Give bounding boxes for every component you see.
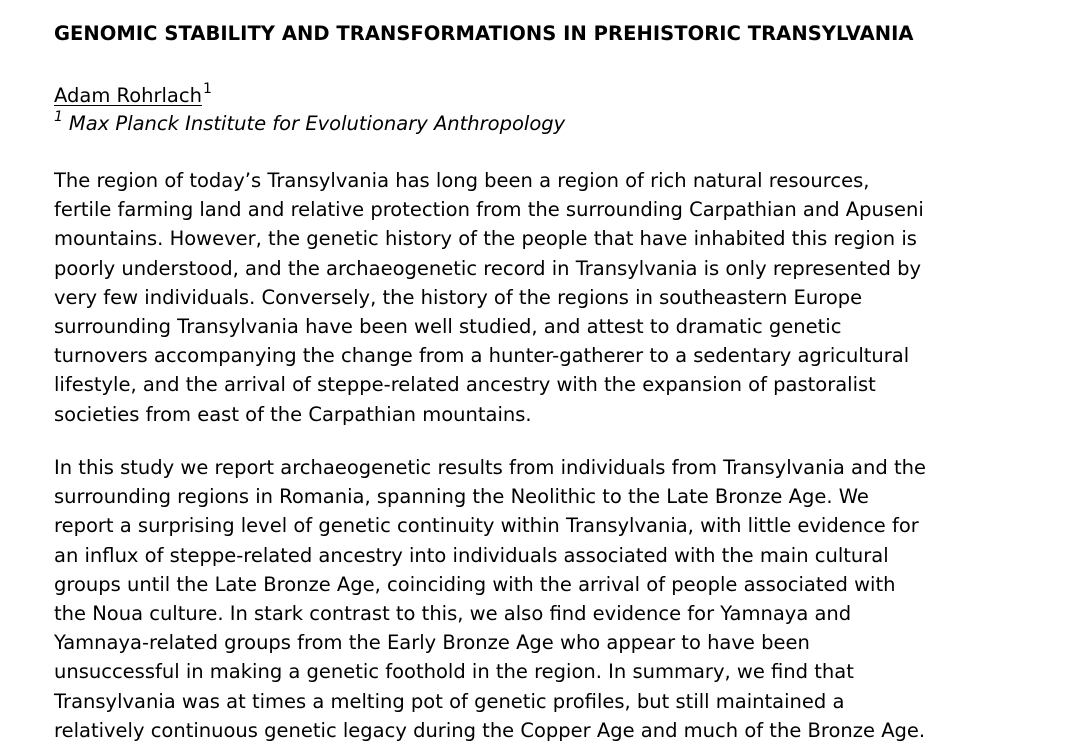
author-name[interactable]: Adam Rohrlach	[54, 84, 202, 107]
abstract-paragraph-1	[54, 166, 924, 429]
paragraph-line: unsuccessful in making a genetic foothold in the region. In summary, we find that	[54, 660, 854, 684]
paragraph-line: very few individuals. Conversely, the history of the regions in southeastern Europe	[54, 285, 863, 309]
paragraph-line: lifestyle, and the arrival of steppe-related ancestry with the expansion of pastoralist	[54, 373, 876, 397]
document-title: GENOMIC STABILITY AND TRANSFORMATIONS IN PREHISTORIC TRANSYLVANIA	[54, 22, 914, 45]
paragraph-line: The region of today’s Transylvania has long been a region of rich natural resources,	[54, 169, 870, 192]
paragraph-line: In this study we report archaeogenetic results from individuals from Transylvania and the	[54, 456, 926, 479]
paragraph-line: turnovers accompanying the change from a hunter-gatherer to a sedentary agricultural	[54, 344, 910, 368]
abstract-paragraph-2	[54, 453, 926, 745]
affiliation-superscript: 1	[54, 109, 63, 125]
paragraph-line: Yamnaya-related groups from the Early Bronze Age who appear to have been	[54, 631, 810, 655]
paragraph-line: relatively continuous genetic legacy during the Copper Age and much of the Bronze Age.	[54, 718, 926, 742]
paragraph-line: an influx of steppe-related ancestry into individuals associated with the main cultural	[54, 543, 889, 567]
paragraph-line: Transylvania was at times a melting pot of genetic profiles, but still maintained a	[54, 689, 845, 713]
paragraph-line: fertile farming land and relative protection from the surrounding Carpathian and Apuseni	[54, 198, 924, 222]
paragraph-line: groups until the Late Bronze Age, coinciding with the arrival of people associated with	[54, 572, 896, 596]
affiliation-line	[54, 109, 566, 138]
author-affiliation-superscript: 1	[202, 81, 212, 97]
affiliation-name: Max Planck Institute for Evolutionary Anthropology	[68, 112, 566, 135]
paragraph-line: surrounding regions in Romania, spanning the Neolithic to the Late Bronze Age. We	[54, 485, 869, 509]
paragraph-line: mountains. However, the genetic history of the people that have inhabited this region is	[54, 227, 917, 251]
paragraph-line: report a surprising level of genetic continuity within Transylvania, with little evidence for	[54, 514, 919, 538]
paragraph-line: surrounding Transylvania have been well studied, and attest to dramatic genetic	[54, 315, 842, 339]
paragraph-line: poorly understood, and the archaeogenetic record in Transylvania is only represented by	[54, 256, 922, 280]
author-line	[54, 81, 212, 110]
paragraph-line: societies from east of the Carpathian mountains.	[54, 402, 532, 426]
paragraph-line: the Noua culture. In stark contrast to this, we also find evidence for Yamnaya and	[54, 602, 852, 626]
